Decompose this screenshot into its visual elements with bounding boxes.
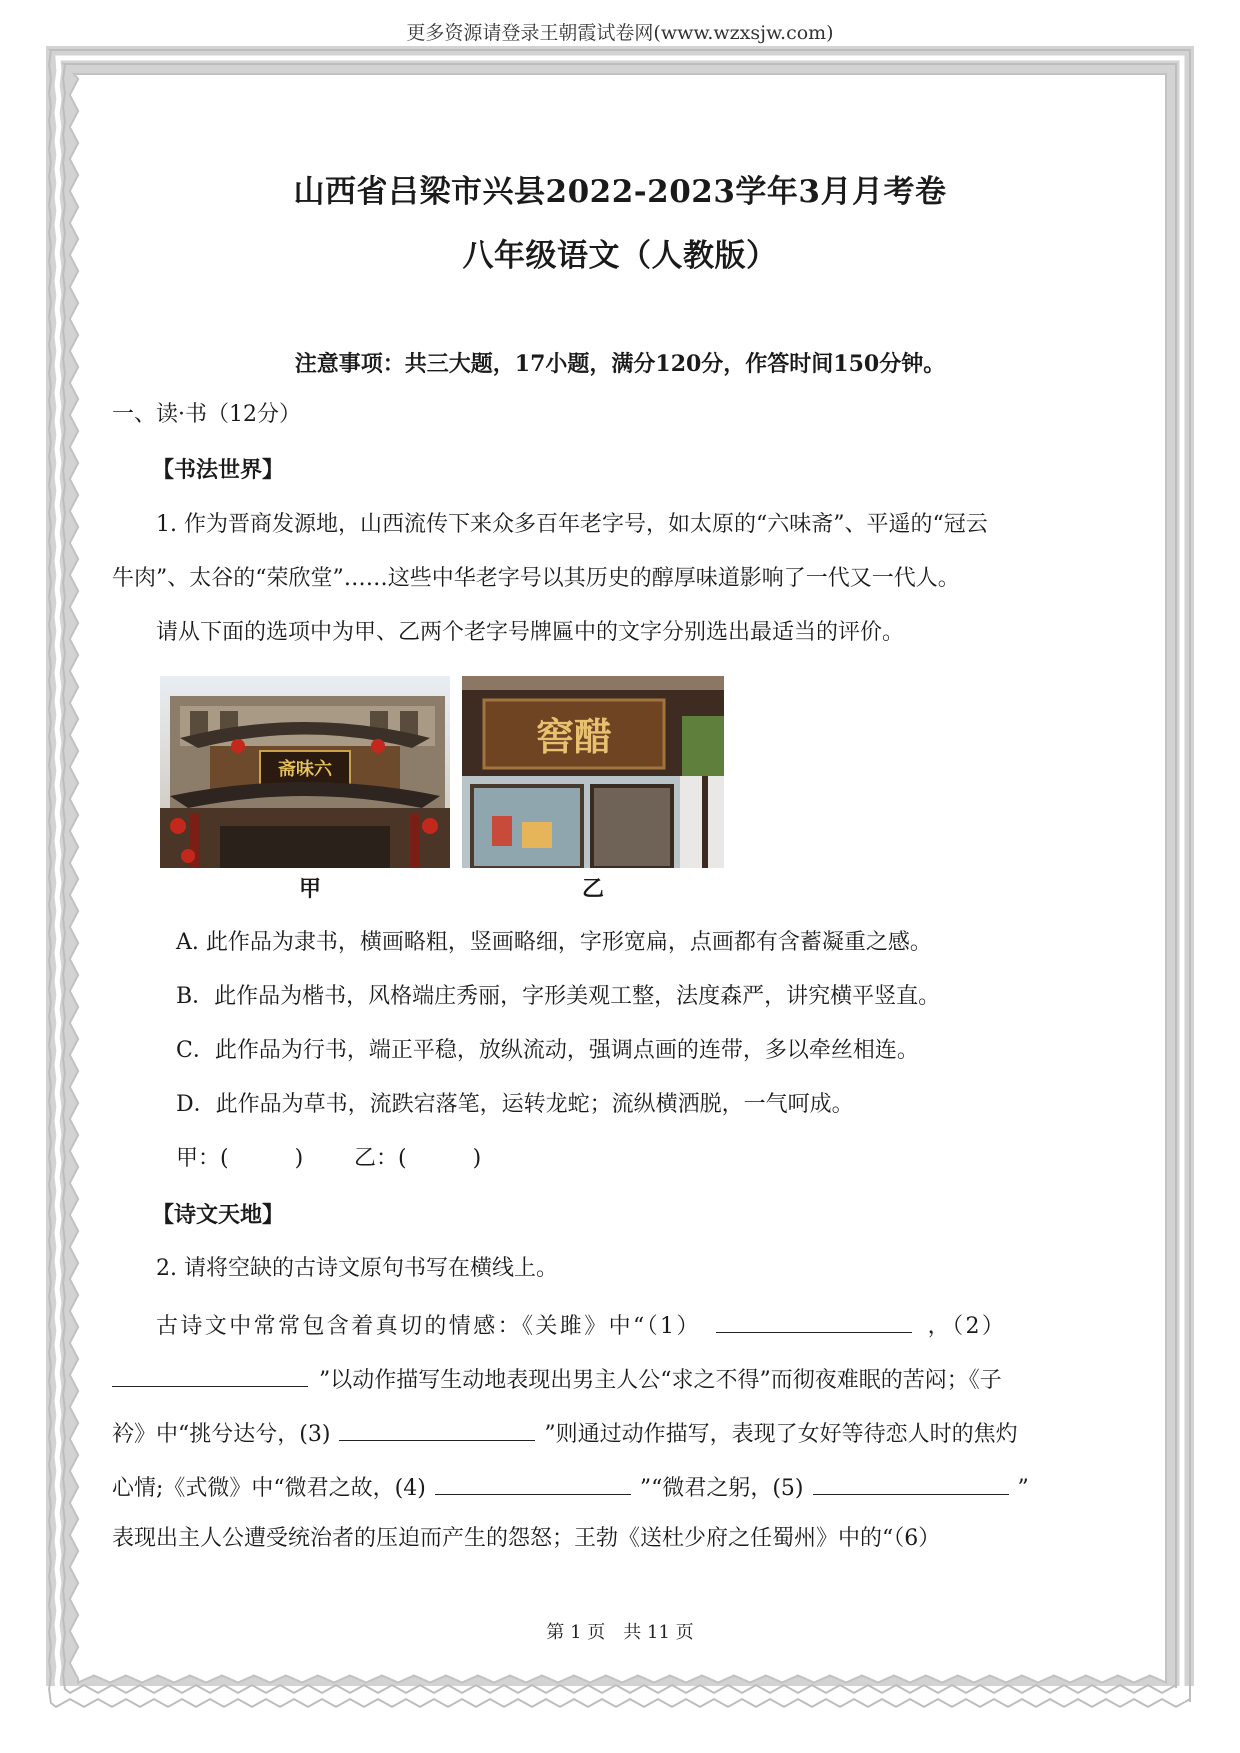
subsection-poetry: 【诗文天地】 [152, 1202, 285, 1228]
fill-blank-3[interactable] [339, 1416, 535, 1441]
q2-text-4b: ”“微君之躬，(5) [639, 1476, 804, 1501]
q2-text-1: 古诗文中常常包含着真切的情感：《关雎》中“（1） [156, 1314, 701, 1339]
page-title: 山西省吕梁市兴县2022-2023学年3月月考卷 [293, 174, 947, 210]
signboard-photo-b [462, 676, 724, 868]
q2-line3 [112, 1416, 1018, 1450]
q2-line2 [112, 1362, 1002, 1396]
answer-blank-b[interactable]: 乙：( ) [354, 1146, 482, 1171]
q2-text-4c: ” [1017, 1476, 1029, 1501]
caption-b: 乙 [582, 876, 605, 902]
signboard-photo-a [160, 676, 450, 868]
answer-blank-a[interactable]: 甲：( ) [176, 1146, 304, 1171]
sign-text-a: 斋味六 [278, 759, 332, 780]
exam-notice: 注意事项：共三大题，17小题，满分120分，作答时间150分钟。 [294, 351, 946, 377]
option-c: C．此作品为行书，端正平稳，放纵流动，强调点画的连带，多以牵丝相连。 [176, 1038, 919, 1063]
fill-blank-2[interactable] [112, 1362, 308, 1387]
subsection-calligraphy: 【书法世界】 [152, 457, 285, 483]
q2-text-4a: 心情;《式微》中“微君之故，(4) [112, 1476, 426, 1501]
option-d: D．此作品为草书，流跌宕落笔，运转龙蛇；流纵横洒脱，一气呵成。 [176, 1092, 854, 1117]
q2-text-3b: ”则通过动作描写，表现了女好等待恋人时的焦灼 [544, 1422, 1018, 1447]
q2-line5: 表现出主人公遭受统治者的压迫而产生的怨怒；王勃《送杜少府之任蜀州》中的“（6） [112, 1526, 941, 1551]
page-subtitle: 八年级语文（人教版） [462, 238, 778, 274]
caption-a: 甲 [299, 876, 322, 902]
q2-text-3a: 衿》中“挑兮达兮，(3) [112, 1422, 331, 1447]
option-b: B．此作品为楷书，风格端庄秀丽，字形美观工整，法度森严，讲究横平竖直。 [176, 984, 941, 1009]
fill-blank-5[interactable] [813, 1470, 1009, 1495]
section1-heading: 一、读·书（12分） [112, 402, 301, 427]
fill-blank-1[interactable] [716, 1308, 912, 1333]
q1-line2: 牛肉”、太谷的“荣欣堂”……这些中华老字号以其历史的醇厚味道影响了一代又一代人。 [112, 566, 960, 591]
page-footer: 第 1 页 共 11 页 [546, 1622, 694, 1643]
q2-text-2: ”以动作描写生动地表现出男主人公“求之不得”而彻夜难眠的苦闷；《子 [319, 1368, 1002, 1393]
option-a: A. 此作品为隶书，横画略粗，竖画略细，字形宽扁，点画都有含蓄凝重之感。 [176, 930, 932, 955]
fill-blank-4[interactable] [435, 1470, 631, 1495]
q1-line1: 1. 作为晋商发源地，山西流传下来众多百年老字号，如太原的“六味斋”、平遥的“冠云 [156, 512, 988, 537]
q2-text-1b: ，（2） [927, 1314, 1007, 1339]
sign-text-b: 窖醋 [535, 714, 613, 759]
q2-instruction: 2. 请将空缺的古诗文原句书写在横线上。 [156, 1256, 558, 1281]
header-note: 更多资源请登录王朝霞试卷网(www.wzxsjw.com) [406, 22, 834, 44]
q2-line1 [156, 1308, 1006, 1342]
q2-line4 [112, 1470, 1029, 1504]
q1-instruction: 请从下面的选项中为甲、乙两个老字号牌匾中的文字分别选出最适当的评价。 [156, 620, 905, 645]
